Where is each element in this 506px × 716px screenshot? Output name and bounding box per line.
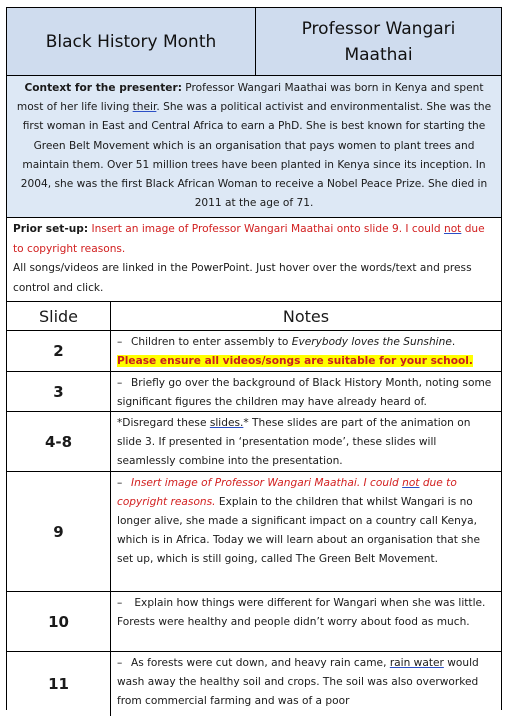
header-left-title: Black History Month: [7, 8, 256, 75]
underlined-word: slides.: [209, 417, 244, 430]
prior-setup: [7, 218, 501, 302]
red-underlined-word: not: [402, 477, 420, 490]
note-text: Explain to the children that whilst Wangari is no longer alive, she made a significant impact on a country call Kenya, which is in Africa. Today we will learn about an organisation that she set up, which is still going, called The Green Belt Movement.: [117, 496, 480, 566]
context-text-1: Professor Wangari Maathai was born in Kenya and spent most of her life living: [16, 82, 484, 114]
slide-notes: [111, 331, 501, 371]
bullet-dash: –: [117, 377, 123, 390]
prior-setup-note: All songs/videos are linked in the PowerPoint. Just hover over the words/text and press control and click.: [13, 262, 472, 294]
slide-number: 9: [7, 472, 111, 591]
note-text: Briefly go over the background of Black History Month, noting some significant figures the children may have already heard of.: [117, 377, 492, 409]
context-underlined-word: their: [132, 101, 157, 114]
note-text: *Disregard these: [117, 417, 210, 430]
context-text-2: . She was a political activist and environmentalist. She was the first woman in East and Central Africa to earn a PhD. She is best known for starting the Green Belt Movement which is an organisation that pays women to plant trees and maintain them. Over 51 million trees have been planted in Kenya since its inception. In 2004, she was the first Black African Woman to receive a Nobel Peace Prize. She died in 2011 at the age of 71.: [20, 101, 492, 210]
header-right-title: Professor Wangari Maathai: [301, 18, 456, 65]
slide-number: 4-8: [7, 412, 111, 471]
table-row: [7, 592, 501, 652]
slide-notes: [111, 472, 501, 591]
table-header: [7, 302, 501, 331]
red-instruction: due to copyright reasons.: [117, 477, 457, 509]
prior-setup-red-1: Insert an image of Professor Wangari Maathai onto slide 9. I could: [88, 223, 444, 236]
column-header-notes: Notes: [282, 306, 330, 326]
note-text: would wash away the healthy soil and crops. The soil was also overworked from commercial farming and was of a poor: [117, 657, 479, 708]
highlight-warning: Please ensure all videos/songs are suitable for your school.: [117, 355, 473, 368]
note-text: As forests were cut down, and heavy rain came,: [131, 657, 390, 670]
table-row: [7, 472, 501, 592]
slide-notes: [111, 372, 501, 411]
table-row: [7, 372, 501, 412]
slide-number: 11: [7, 652, 111, 716]
slide-number: 2: [7, 331, 111, 371]
note-text: * These slides are part of the animation on slide 3. If presented in ‘presentation mode’, these slides will seamlessly combine into the presentation.: [117, 417, 471, 468]
prior-setup-line: [13, 220, 495, 259]
bullet-dash: –: [117, 597, 123, 610]
prior-setup-red-2: due to copyright reasons.: [13, 223, 485, 255]
presenter-context: [7, 76, 501, 218]
bullet-dash: –: [117, 657, 123, 670]
slide-notes: [111, 412, 501, 471]
context-label: Context for the presenter:: [24, 82, 182, 94]
note-text: Explain how things were different for Wangari when she was little. Forests were healthy and people didn’t worry about food as much.: [117, 597, 486, 629]
table-row: [7, 331, 501, 372]
note-text: Children to enter assembly to: [131, 336, 292, 349]
red-instruction: Insert image of Professor Wangari Maathai. I could: [131, 477, 403, 490]
column-header-slide: Slide: [7, 302, 111, 330]
underlined-word: rain water: [389, 657, 444, 670]
bullet-dash: –: [117, 477, 123, 490]
table-row: [7, 412, 501, 472]
note-text: .: [451, 336, 456, 349]
table-row: [7, 652, 501, 716]
slide-notes: [111, 592, 501, 651]
slide-number: 3: [7, 372, 111, 411]
slide-notes: [111, 652, 501, 716]
bullet-dash: –: [117, 336, 123, 349]
lesson-plan-document: [6, 7, 502, 710]
header-row: [7, 8, 501, 76]
prior-setup-red-underlined: not: [443, 223, 462, 236]
slide-number: 10: [7, 592, 111, 651]
prior-setup-label: Prior set-up:: [13, 223, 89, 236]
song-title: Everybody loves the Sunshine: [291, 336, 452, 349]
